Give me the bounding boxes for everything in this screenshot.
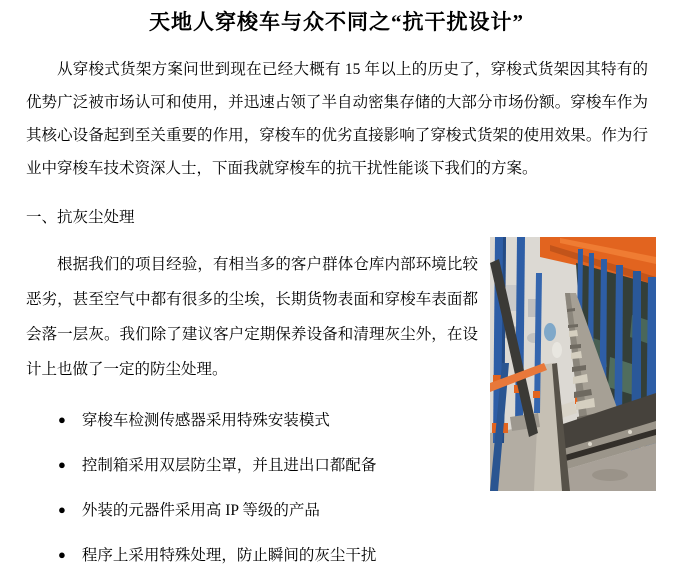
intro-paragraph: 从穿梭式货架方案问世到现在已经大概有 15 年以上的历史了，穿梭式货架因其特有的优势广泛被市场认可和使用，并迅速占领了半自动密集存储的大部分市场份额。穿梭车作为其核心设备起到至关重要的作用，穿梭车的优劣直接影响了穿梭式货架的使用效果。作为行业中穿梭车技术资深人士，下面我就穿梭车的抗干扰性能谈下我们的方案。 bbox=[26, 61, 648, 177]
dust-paragraph: 根据我们的项目经验，有相当多的客户群体仓库内部环境比较恶劣，甚至空气中都有很多的尘埃，长期货物表面和穿梭车表面都会落一层灰。我们除了建议客户定期保养设备和清理灰尘外，在设计上也做了一定的防尘处理。 bbox=[26, 256, 478, 378]
warehouse-shuttle-rack-image bbox=[490, 237, 656, 491]
list-item-text: 穿梭车检测传感器采用特殊安装模式 bbox=[81, 412, 330, 429]
section-heading-dust: 一、抗灰尘处理 bbox=[26, 209, 135, 226]
list-item bbox=[58, 545, 673, 567]
warehouse-photo bbox=[490, 237, 656, 491]
list-item-text: 控制箱采用双层防尘罩，并且进出口都配备 bbox=[81, 457, 377, 474]
list-item-text: 外装的元器件采用高 IP 等级的产品 bbox=[81, 502, 320, 519]
bullet-icon: ● bbox=[58, 547, 66, 562]
list-item-text: 程序上采用特殊处理，防止瞬间的灰尘干扰 bbox=[81, 547, 377, 564]
document-title: 天地人穿梭车与众不同之“抗干扰设计” bbox=[149, 10, 524, 34]
list-item bbox=[58, 500, 673, 522]
bullet-icon: ● bbox=[58, 457, 66, 472]
bullet-icon: ● bbox=[58, 502, 66, 517]
bullet-icon: ● bbox=[58, 412, 66, 427]
